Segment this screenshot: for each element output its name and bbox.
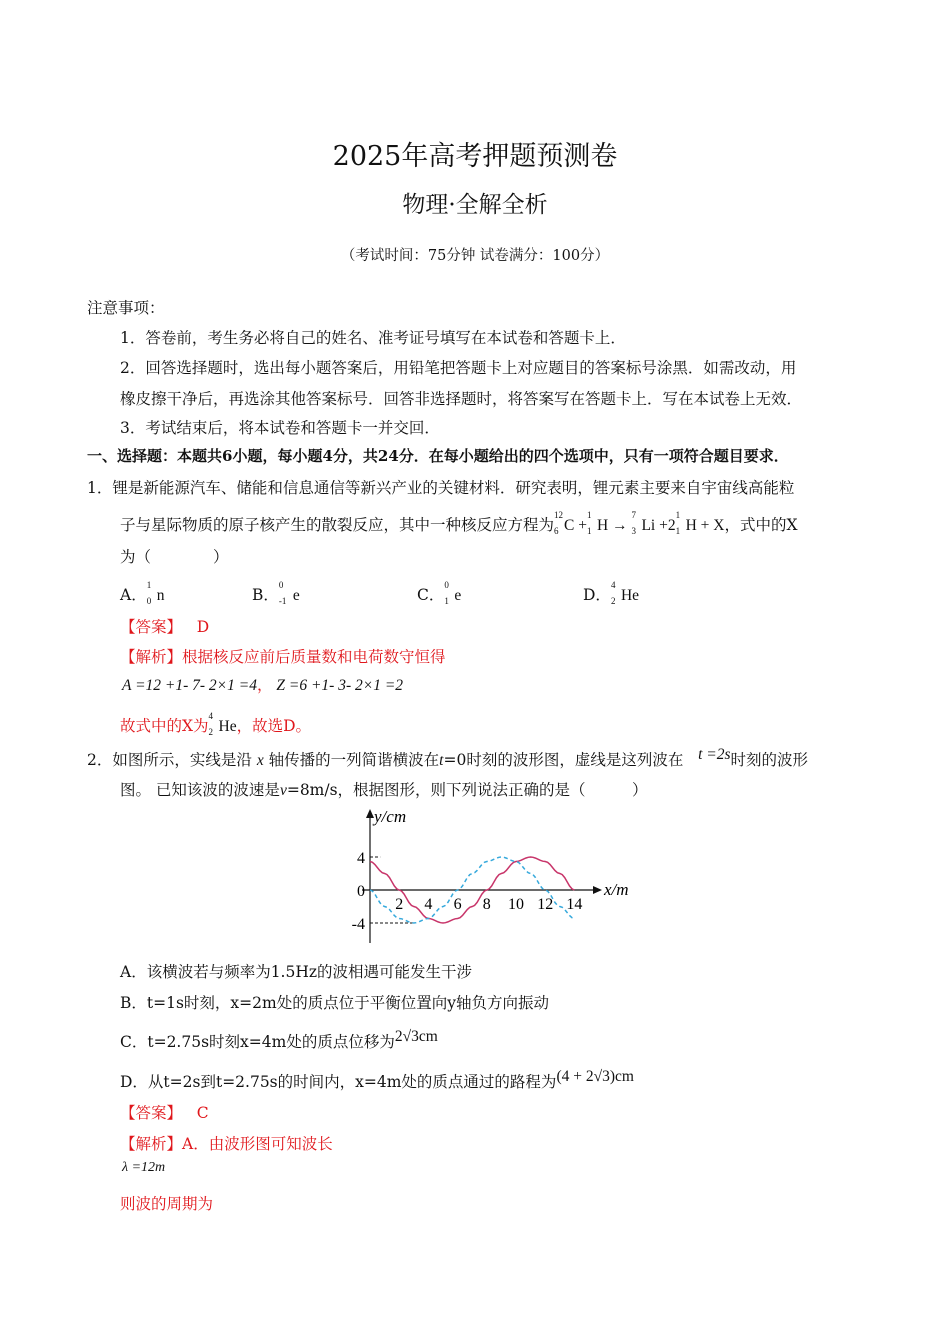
z: 2	[610, 596, 616, 606]
symbol: He	[620, 587, 640, 604]
mass: 0	[444, 580, 449, 590]
answer-value: C	[196, 1104, 209, 1122]
q1-line2	[120, 510, 798, 536]
q1-option-b	[252, 580, 300, 606]
page-title: 2025年高考押题预测卷	[332, 141, 618, 172]
option-label: B．	[252, 586, 279, 604]
q2-text: =8m/s，根据图形，则下列说法正确的是（ ）	[286, 781, 648, 799]
mass: 0	[278, 580, 284, 590]
h-z: 1	[675, 526, 681, 536]
q2-text: 2．如图所示，实线是沿	[87, 751, 252, 769]
analysis-text: A．由波形图可知波长	[182, 1135, 333, 1153]
z: 1	[444, 596, 449, 606]
q2-line1	[87, 748, 808, 770]
c-z: 6	[554, 526, 559, 536]
x-tick-label: 6	[453, 896, 462, 913]
var-x: x	[256, 752, 264, 769]
x-axis-label: x/m	[604, 880, 629, 899]
arrow: →	[612, 517, 628, 534]
h-symbol: H	[685, 517, 697, 534]
x-tick-label: 12	[537, 896, 554, 913]
calc-a: A =12 +1- 7- 2×1 =4	[122, 677, 257, 694]
option-text: C．t=2.75s时刻x=4m处的质点位移为	[120, 1033, 395, 1051]
calc-separator: ，	[256, 677, 273, 694]
q2-line2	[120, 778, 648, 800]
calc-z: Z =6 +1- 3- 2×1 =2	[276, 677, 404, 694]
exam-meta: （考试时间：75分钟 试卷满分：100分）	[340, 248, 610, 264]
wave-chart	[340, 803, 640, 953]
q2-text: 时刻的波形	[730, 751, 809, 769]
q1-option-d	[583, 580, 640, 606]
period-text: 则波的周期为	[120, 1195, 214, 1213]
q1-text: 子与星际物质的原子核产生的散裂反应，其中一种核反应方程为	[120, 516, 555, 534]
q1-analysis	[120, 645, 446, 667]
plus: +	[659, 517, 668, 534]
var-t: t	[439, 752, 444, 769]
plus: +	[700, 517, 710, 534]
q2-answer	[120, 1101, 209, 1123]
y-tick-label: -4	[351, 916, 365, 933]
notes-item-3: 3．考试结束后，将本试卷和答题卡一并交回．	[120, 419, 440, 437]
mass: 4	[208, 711, 214, 721]
c-symbol: C	[564, 517, 575, 534]
li-symbol: Li	[641, 517, 656, 534]
option-label: D．	[583, 586, 611, 604]
q1-option-a	[120, 580, 165, 606]
notes-item-2: 2．回答选择题时，选出每小题答案后，用铅笔把答题卡上对应题目的答案标号涂黑．如需改动，用	[120, 359, 797, 377]
notes-heading: 注意事项：	[87, 299, 165, 317]
symbol: He	[218, 718, 237, 735]
analysis-label: 【解析】	[120, 648, 183, 666]
analysis-label: 【解析】	[120, 1135, 183, 1153]
q1-calc	[122, 673, 403, 695]
q1-text: ，式中的X	[724, 516, 798, 534]
conclusion-text: 故式中的X为	[120, 717, 209, 735]
q1-line1: 1．锂是新能源汽车、储能和信息通信等新兴产业的关键材料．研究表明，锂元素主要来自宇宙线高能粒	[87, 479, 795, 497]
conclusion-text: ，故选D。	[236, 717, 312, 735]
q1-answer	[120, 615, 209, 637]
mass: 1	[146, 580, 152, 590]
y-tick-label: 0	[357, 883, 365, 900]
answer-label: 【答案】	[120, 1104, 183, 1122]
coef: 2	[667, 517, 676, 534]
q2-option-b: B．t=1s时刻，x=2m处的质点位于平衡位置向y轴负方向振动	[120, 994, 549, 1012]
notes-item-1: 1．答卷前，考生务必将自己的姓名、准考证号填写在本试卷和答题卡上．	[120, 329, 626, 347]
reaction-equation	[554, 510, 725, 536]
q1-conclusion	[120, 711, 312, 737]
option-value: 2√3cm	[394, 1028, 438, 1045]
symbol: e	[454, 587, 462, 604]
h-z: 1	[586, 526, 592, 536]
x-axis-arrow	[593, 886, 602, 894]
z: -1	[278, 596, 287, 606]
h-mass: 1	[586, 510, 592, 520]
analysis-text: 根据核反应前后质量数和电荷数守恒得	[182, 648, 446, 666]
x-tick-label: 8	[482, 896, 491, 913]
wavelength-eq: λ =12m	[122, 1160, 166, 1175]
page-subtitle: 物理·全解全析	[402, 192, 548, 218]
x-tick-label: 14	[566, 896, 583, 913]
option-label: A．	[120, 586, 147, 604]
h-symbol: H	[596, 517, 609, 534]
option-label: C．	[417, 586, 445, 604]
q2-text: 图。 已知该波的波速是	[120, 781, 280, 799]
option-value: (4 + 2√3)cm	[556, 1068, 634, 1085]
symbol: n	[156, 587, 165, 604]
y-axis-arrow	[366, 809, 374, 818]
q1-option-c	[417, 580, 462, 606]
h-mass: 1	[675, 510, 681, 520]
y-tick-label: 4	[357, 850, 365, 867]
symbol: e	[292, 587, 300, 604]
q2-text: 轴传播的一列简谐横波在	[268, 751, 440, 769]
x-tick-label: 10	[508, 896, 524, 913]
q2-text: =0时刻的波形图，虚线是这列波在	[443, 751, 684, 769]
q2-option-c	[120, 1030, 438, 1052]
z: 2	[208, 727, 214, 737]
section-heading: 一、选择题：本题共6小题，每小题4分，共24分．在每小题给出的四个选项中，只有一项符合题目要求．	[87, 447, 789, 465]
z: 0	[146, 596, 152, 606]
li-z: 3	[631, 526, 636, 536]
q1-line3: 为（ ）	[120, 548, 229, 566]
mass: 4	[610, 580, 616, 590]
option-text: D．从t=2s到t=2.75s的时间内，x=4m处的质点通过的路程为	[120, 1073, 557, 1091]
q2-option-a: A．该横波若与频率为1.5Hz的波相遇可能发生干涉	[120, 963, 473, 981]
q2-option-d	[120, 1070, 634, 1092]
c-mass: 12	[554, 510, 564, 520]
answer-value: D	[196, 618, 210, 636]
plus: +	[578, 517, 587, 534]
x-tick-label: 4	[424, 896, 433, 913]
var-v: v	[279, 782, 287, 799]
time-value: t =2s	[698, 746, 731, 763]
answer-label: 【答案】	[120, 618, 183, 636]
x-symbol: X	[713, 517, 725, 534]
li-mass: 7	[631, 510, 636, 520]
x-tick-label: 2	[395, 896, 404, 913]
y-axis-label: y/cm	[374, 807, 407, 826]
notes-item-2-cont: 橡皮擦干净后，再选涂其他答案标号．回答非选择题时，将答案写在答题卡上．写在本试卷上无效．	[120, 390, 803, 408]
q2-analysis	[120, 1132, 333, 1154]
